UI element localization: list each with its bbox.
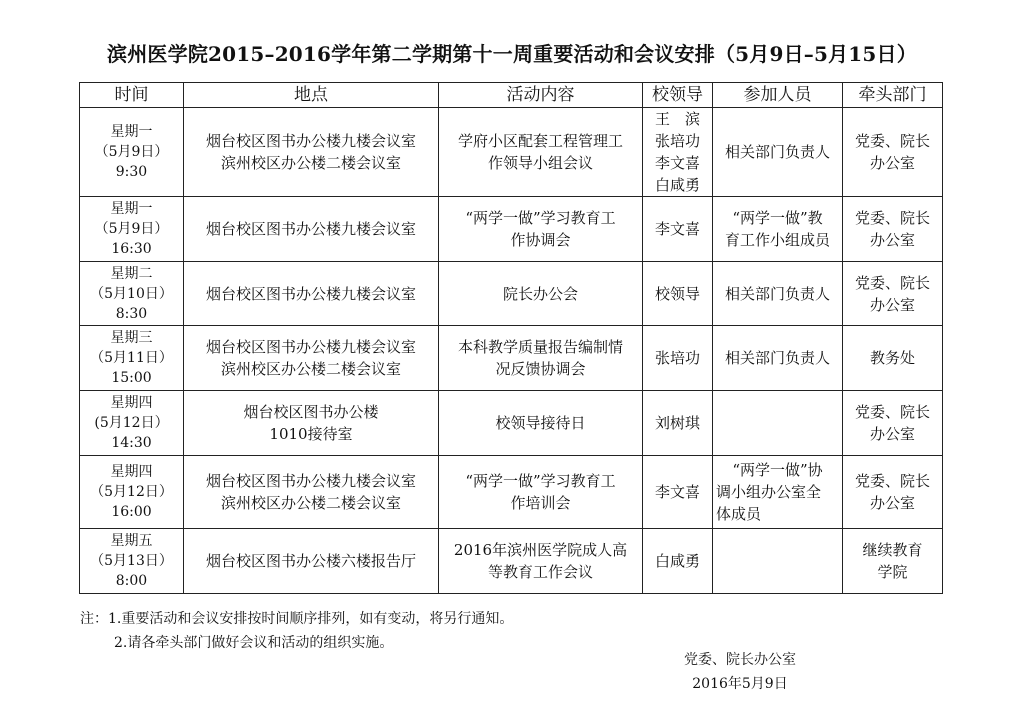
cell-participants — [713, 326, 843, 391]
note-1: 注：1.重要活动和会议安排按时间顺序排列，如有变动，将另行通知。 — [80, 611, 514, 627]
signature-block — [640, 648, 840, 696]
cell-line: 党委、院长 — [854, 132, 930, 150]
cell-leader — [643, 197, 713, 262]
cell-content — [439, 197, 643, 262]
cell-line: 16:30 — [111, 241, 152, 257]
cell-department — [843, 197, 943, 262]
cell-location — [184, 326, 439, 391]
cell-line: 烟台校区图书办公楼 — [243, 403, 379, 421]
header-participants: 参加人员 — [713, 83, 843, 108]
cell-line: 烟台校区图书办公楼六楼报告厅 — [205, 552, 416, 570]
cell-participants — [713, 262, 843, 326]
cell-line: 刘树琪 — [654, 414, 700, 432]
cell-line: 校领导 — [654, 284, 700, 303]
cell-line: 滨州校区办公楼二楼会议室 — [220, 494, 401, 512]
page-title: 滨州医学院2015–2016学年第二学期第十一周重要活动和会议安排（5月9日–5月15日） — [107, 42, 917, 66]
cell-line: 院长办公会 — [502, 284, 578, 303]
cell-time — [80, 391, 184, 456]
cell-line: 教务处 — [869, 349, 915, 367]
cell-line: 烟台校区图书办公楼九楼会议室 — [205, 132, 416, 150]
cell-time — [80, 529, 184, 594]
cell-line: 作领导小组会议 — [487, 154, 593, 172]
cell-content — [439, 262, 643, 326]
cell-line: 15:00 — [111, 370, 152, 386]
cell-line: 作协调会 — [510, 231, 571, 249]
cell-line: 李文喜 — [654, 483, 700, 501]
cell-time — [80, 197, 184, 262]
cell-department — [843, 529, 943, 594]
cell-time — [80, 262, 184, 326]
notes — [80, 607, 513, 655]
cell-participants — [713, 456, 843, 529]
cell-participants — [713, 108, 843, 197]
cell-line: 白咸勇 — [654, 552, 700, 570]
cell-line: 党委、院长 — [854, 403, 930, 421]
table-row — [80, 108, 943, 197]
cell-line: （5月10日） — [90, 285, 173, 302]
cell-line: 1010接待室 — [269, 425, 353, 443]
header-content: 活动内容 — [439, 83, 643, 108]
cell-line: 烟台校区图书办公楼九楼会议室 — [205, 220, 416, 238]
cell-line: 体成员 — [716, 505, 762, 523]
cell-line: 党委、院长 — [854, 209, 930, 227]
cell-line: 星期一 — [110, 124, 153, 140]
cell-line: 烟台校区图书办公楼九楼会议室 — [205, 472, 416, 490]
cell-line: 王 滨 — [654, 110, 700, 128]
cell-line: 烟台校区图书办公楼九楼会议室 — [205, 338, 416, 356]
cell-line: 党委、院长 — [854, 472, 930, 490]
cell-line: （5月9日） — [94, 221, 169, 237]
cell-line: 星期四 — [110, 464, 153, 480]
cell-line: 学府小区配套工程管理工 — [457, 132, 623, 150]
cell-line: (5月12日） — [94, 415, 169, 431]
cell-line: 星期二 — [110, 265, 153, 282]
signature-office: 党委、院长办公室 — [684, 652, 796, 668]
note-2: 2.请各牵头部门做好会议和活动的组织实施。 — [114, 635, 394, 651]
cell-line: 作培训会 — [510, 494, 571, 512]
cell-content — [439, 391, 643, 456]
cell-line: 等教育工作会议 — [487, 563, 593, 581]
cell-line: 办公室 — [869, 295, 915, 314]
table-header-row — [80, 83, 943, 108]
cell-line: 张培功 — [654, 132, 700, 150]
table-row — [80, 391, 943, 456]
cell-leader — [643, 108, 713, 197]
schedule-table — [79, 82, 943, 594]
cell-line: 白咸勇 — [654, 176, 700, 194]
cell-department — [843, 391, 943, 456]
cell-line: （5月11日） — [90, 350, 173, 366]
signature-date: 2016年5月9日 — [692, 676, 788, 692]
cell-participants — [713, 197, 843, 262]
cell-line: 星期四 — [110, 395, 153, 411]
cell-content — [439, 108, 643, 197]
cell-time — [80, 456, 184, 529]
cell-participants — [713, 391, 843, 456]
cell-line: “两学一做”协 — [732, 461, 823, 479]
cell-line: “两学一做”学习教育工 — [465, 209, 616, 227]
cell-line: 2016年滨州医学院成人高 — [453, 541, 628, 559]
cell-line: 9:30 — [115, 164, 148, 180]
cell-department — [843, 108, 943, 197]
cell-department — [843, 326, 943, 391]
cell-line: 党委、院长 — [854, 273, 930, 292]
header-time: 时间 — [80, 83, 184, 108]
cell-line: 16:00 — [111, 504, 152, 520]
cell-line: （5月13日） — [90, 553, 173, 569]
cell-line: 星期一 — [110, 201, 153, 217]
cell-line: 滨州校区办公楼二楼会议室 — [220, 360, 401, 378]
cell-line: 星期三 — [110, 330, 153, 346]
cell-line: 相关部门负责人 — [724, 284, 830, 303]
cell-line: 学院 — [877, 563, 908, 581]
cell-leader — [643, 262, 713, 326]
table-row — [80, 529, 943, 594]
cell-line: （5月12日） — [90, 484, 173, 500]
table-row — [80, 262, 943, 326]
cell-line: 张培功 — [654, 349, 700, 367]
cell-location — [184, 262, 439, 326]
table-row — [80, 326, 943, 391]
cell-leader — [643, 529, 713, 594]
cell-location — [184, 391, 439, 456]
cell-line: 本科教学质量报告编制情 — [457, 338, 623, 356]
cell-location — [184, 529, 439, 594]
cell-department — [843, 456, 943, 529]
cell-content — [439, 529, 643, 594]
header-leader: 校领导 — [643, 83, 713, 108]
cell-location — [184, 456, 439, 529]
cell-line: 烟台校区图书办公楼九楼会议室 — [205, 284, 416, 303]
table-row — [80, 197, 943, 262]
cell-line: “两学一做”教 — [732, 209, 823, 227]
cell-participants — [713, 529, 843, 594]
cell-department — [843, 262, 943, 326]
header-location: 地点 — [184, 83, 439, 108]
header-department: 牵头部门 — [843, 83, 943, 108]
cell-line: 8:30 — [115, 305, 148, 322]
cell-line: 办公室 — [869, 231, 915, 249]
cell-line: 办公室 — [869, 494, 915, 512]
cell-line: 相关部门负责人 — [724, 143, 830, 161]
cell-line: 李文喜 — [654, 154, 700, 172]
cell-line: （5月9日） — [94, 144, 169, 160]
cell-line: 继续教育 — [862, 541, 923, 559]
cell-content — [439, 456, 643, 529]
cell-content — [439, 326, 643, 391]
cell-line: “两学一做”学习教育工 — [465, 472, 616, 490]
cell-leader — [643, 326, 713, 391]
cell-leader — [643, 456, 713, 529]
cell-time — [80, 326, 184, 391]
cell-line: 调小组办公室全 — [716, 483, 822, 501]
cell-line: 办公室 — [869, 425, 915, 443]
cell-line: 况反馈协调会 — [495, 360, 586, 378]
cell-line: 14:30 — [111, 435, 152, 451]
cell-location — [184, 108, 439, 197]
cell-line: 办公室 — [869, 154, 915, 172]
table-row — [80, 456, 943, 529]
cell-line: 李文喜 — [654, 220, 700, 238]
cell-line: 星期五 — [110, 533, 153, 549]
cell-time — [80, 108, 184, 197]
cell-line: 相关部门负责人 — [724, 349, 830, 367]
cell-line: 校领导接待日 — [495, 414, 586, 432]
cell-line: 育工作小组成员 — [724, 231, 830, 249]
cell-line: 滨州校区办公楼二楼会议室 — [220, 154, 401, 172]
cell-leader — [643, 391, 713, 456]
cell-line: 8:00 — [115, 573, 148, 589]
cell-location — [184, 197, 439, 262]
